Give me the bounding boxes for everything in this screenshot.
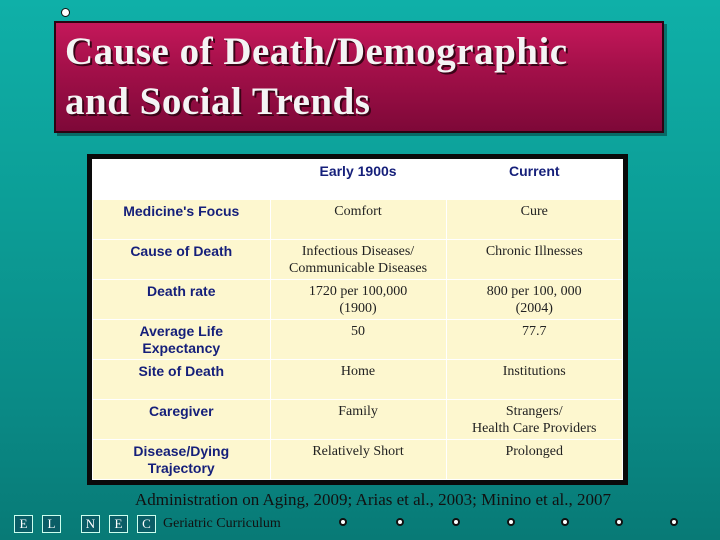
table-row <box>93 440 623 480</box>
row-label: Average Life Expectancy <box>93 320 271 360</box>
table-row <box>93 240 623 280</box>
footer-dot <box>561 518 569 526</box>
table-row <box>93 360 623 400</box>
elnec-letter-l: L <box>42 515 61 533</box>
row-label: Medicine's Focus <box>93 200 271 240</box>
header-current: Current <box>446 160 623 200</box>
footer-dot <box>339 518 347 526</box>
row-label: Disease/Dying Trajectory <box>93 440 271 480</box>
early-1900s-value: 50 <box>270 320 446 360</box>
early-1900s-value: 1720 per 100,000 (1900) <box>270 280 446 320</box>
early-1900s-value: Family <box>270 400 446 440</box>
citation: Administration on Aging, 2009; Arias et al., 2003; Minino et al., 2007 <box>135 490 611 509</box>
elnec-letter-e: E <box>14 515 33 533</box>
comparison-table-frame <box>87 154 628 485</box>
current-value: Institutions <box>446 360 623 400</box>
current-value: Prolonged <box>446 440 623 480</box>
table-row <box>93 280 623 320</box>
footer-dot <box>507 518 515 526</box>
current-value: 800 per 100, 000 (2004) <box>446 280 623 320</box>
row-label: Site of Death <box>93 360 271 400</box>
early-1900s-value: Relatively Short <box>270 440 446 480</box>
title-banner <box>54 21 664 133</box>
header-early-1900s: Early 1900s <box>270 160 446 200</box>
header-empty <box>93 160 271 200</box>
early-1900s-value: Infectious Diseases/ Communicable Diseases <box>270 240 446 280</box>
current-value: Strangers/ Health Care Providers <box>446 400 623 440</box>
early-1900s-value: Comfort <box>270 200 446 240</box>
footer-dot <box>452 518 460 526</box>
row-label: Cause of Death <box>93 240 271 280</box>
row-label: Death rate <box>93 280 271 320</box>
footer-dot <box>396 518 404 526</box>
current-value: 77.7 <box>446 320 623 360</box>
slide-title: Cause of Death/Demographic and Social Trends <box>65 30 568 123</box>
comparison-table <box>92 159 623 480</box>
current-value: Cure <box>446 200 623 240</box>
early-1900s-value: Home <box>270 360 446 400</box>
row-label: Caregiver <box>93 400 271 440</box>
table-header-row <box>93 160 623 200</box>
decorative-dot <box>61 8 70 17</box>
footer-brand <box>14 514 281 534</box>
footer-dot <box>670 518 678 526</box>
table-row <box>93 400 623 440</box>
current-value: Chronic Illnesses <box>446 240 623 280</box>
table-row <box>93 320 623 360</box>
elnec-letter-e2: E <box>109 515 128 533</box>
footer-label: Geriatric Curriculum <box>163 516 281 531</box>
footer-dot <box>615 518 623 526</box>
table-row <box>93 200 623 240</box>
elnec-letter-c: C <box>137 515 156 533</box>
elnec-letter-n: N <box>81 515 100 533</box>
